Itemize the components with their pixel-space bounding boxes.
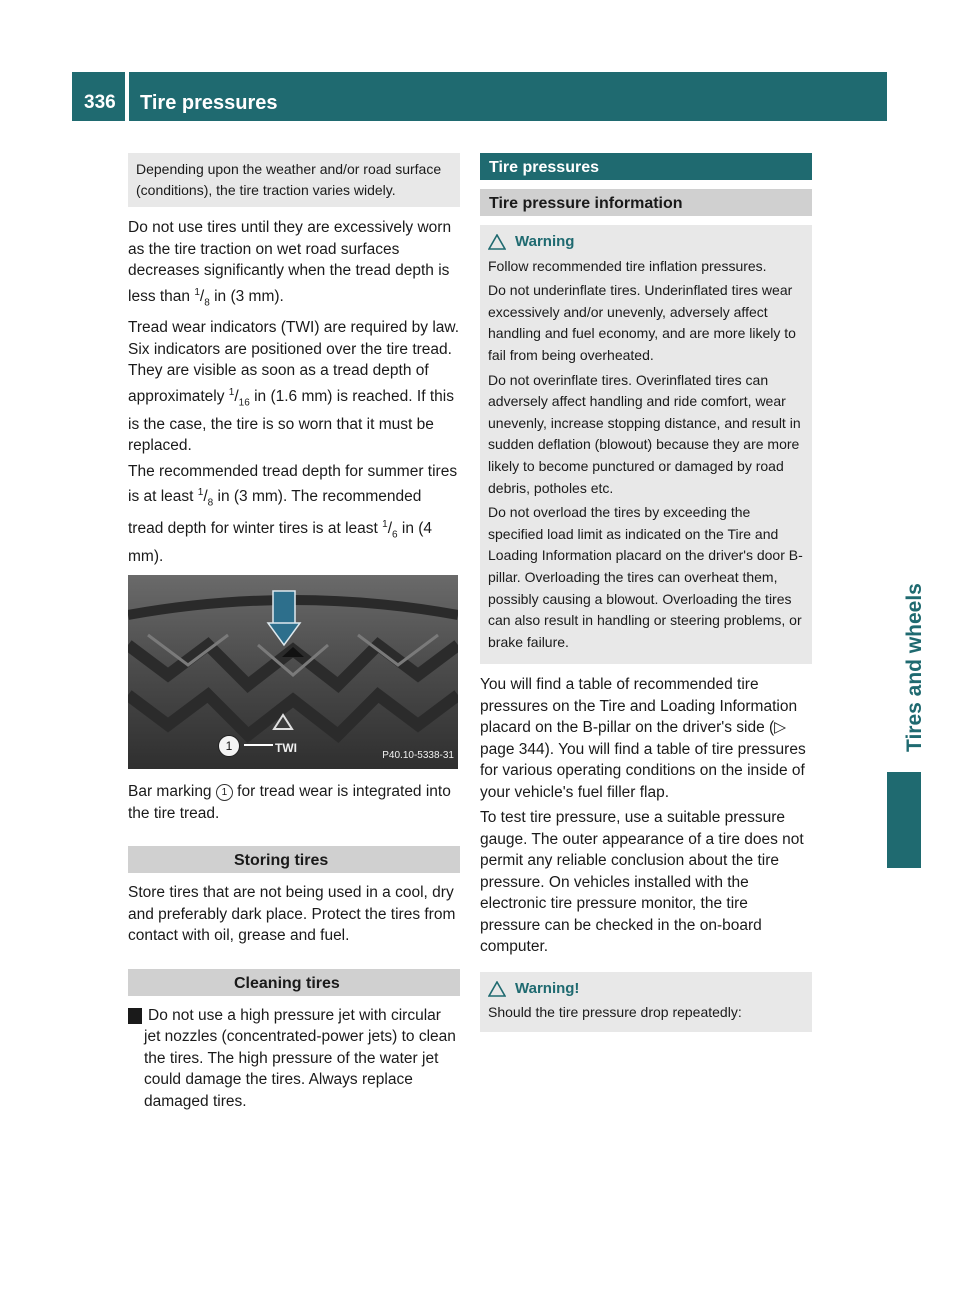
warning-paragraph: Do not underinflate tires. Underinflated tires wear excessively and/or unevenly, adversely affect handling and fuel economy, and are more likely to fail from being overheated.	[488, 282, 796, 363]
header-divider	[125, 72, 129, 121]
note-box: Depending upon the weather and/or road surface (conditions), the tire traction varies widely.	[128, 153, 460, 207]
tire-tread-image	[128, 575, 458, 769]
page-number: 336	[84, 92, 116, 113]
warning-icon	[488, 981, 506, 997]
side-tab-label: Tires and wheels	[903, 583, 926, 752]
warning-title: Warning!	[515, 979, 580, 997]
side-tab-marker	[887, 772, 921, 868]
paragraph-placard: You will find a table of recommended tire pressures on the Tire and Loading Information placard on the B-pillar on the driver's side (▷ page 344). You will find a table of tire pressures for various operating conditions on the inside of your vehicle's fuel filler flap.	[480, 676, 806, 801]
warning-box-2	[480, 972, 812, 1032]
storing-tires-text: Store tires that are not being used in a cool, dry and preferably dark place. Protect the tires from contact with oil, grease and fuel.	[128, 884, 456, 944]
paragraph-recommended-depth: The recommended tread depth for summer tires is at least $^1/_8$ in (3 mm). The recommended tread depth for winter tires is at least $^1/_6$ in (4 mm).	[128, 462, 458, 565]
paragraph-twi: Tread wear indicators (TWI) are required by law. Six indicators are positioned over the tire tread. They are visible as soon as a tread depth of approximately $^1/_{16}$ in (1.6 mm) is reached. If this is the case, the tire is so worn that it must be replaced.	[128, 319, 460, 454]
callout-marker: 1	[218, 735, 240, 757]
page-title: Tire pressures	[140, 92, 278, 114]
cleaning-tires-heading: Cleaning tires	[128, 969, 460, 996]
warning-icon	[488, 234, 506, 250]
subsection-heading: Tire pressure information	[480, 189, 812, 216]
image-code: P40.10-5338-31	[382, 749, 454, 761]
warning-title: Warning	[515, 233, 575, 250]
section-heading: Tire pressures	[480, 153, 812, 180]
twi-label: TWI	[275, 741, 297, 755]
caution-icon: !	[128, 1008, 142, 1024]
warning-paragraph: Follow recommended tire inflation pressures.	[488, 257, 767, 274]
left-column	[124, 153, 460, 1116]
warning-paragraph: Do not overload the tires by exceeding the specified load limit as indicated on the Tire and Loading Information placard on the driver's door B-pillar. Overloading the tires can overheat them, possibly causing a blowout. Overloading the tires can also result in handling or steering problems, or brake failure.	[488, 504, 803, 650]
page-header	[72, 72, 887, 121]
callout-marker-inline: 1	[216, 784, 233, 801]
warning-paragraph: Should the tire pressure drop repeatedly:	[488, 1004, 742, 1021]
image-caption: Bar marking 1 for tread wear is integrated into the tire tread.	[128, 783, 451, 822]
right-column	[480, 153, 812, 1042]
cleaning-tires-text: ! Do not use a high pressure jet with circular jet nozzles (concentrated-power jets) to clean the tires. The high pressure of the water jet could damage the tires. Always replace damaged tires.	[124, 1006, 456, 1110]
paragraph-gauge: To test tire pressure, use a suitable pressure gauge. The outer appearance of a tire does not permit any reliable conclusion about the tire pressure. On vehicles installed with the electronic tire pressure monitor, the tire pressure can be checked in the on-board computer.	[480, 809, 804, 956]
storing-tires-heading: Storing tires	[128, 846, 460, 873]
paragraph-tread-depth: Do not use tires until they are excessively worn as the tire traction on wet road surfaces decreases significantly when the tread depth is less than $^1/_8$ in (3 mm).	[128, 219, 452, 308]
warning-paragraph: Do not overinflate tires. Overinflated tires can adversely affect handling and ride comfort, wear unevenly, increase stopping distance, and result in sudden deflation (blowout) because they are more likely to become punctured or damaged by road debris, potholes etc.	[488, 371, 801, 496]
warning-box	[480, 225, 812, 664]
